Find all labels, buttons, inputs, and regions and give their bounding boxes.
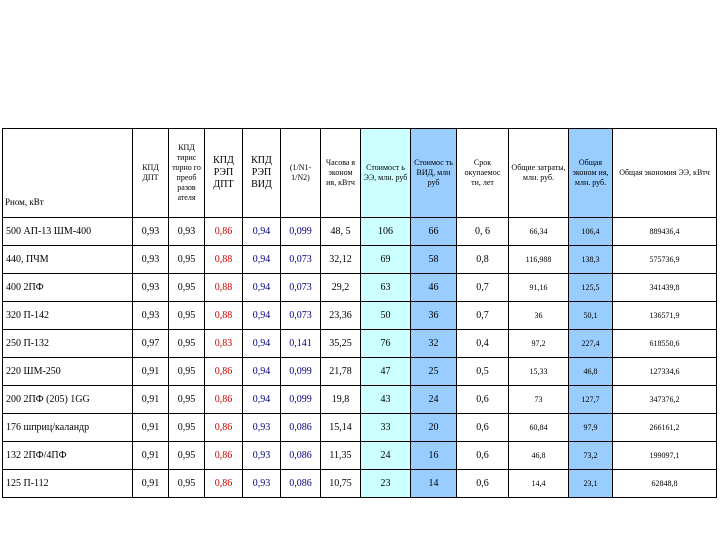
- cell-thyristor-eff: 0,95: [169, 358, 205, 386]
- cell-hourly-saving: 29,2: [321, 274, 361, 302]
- cell-rep-vid: 0,94: [243, 330, 281, 358]
- table-row: [3, 442, 717, 470]
- cell-dpt-eff: 0,93: [133, 246, 169, 274]
- cell-payback: 0,8: [457, 246, 509, 274]
- cell-n-ratio: 0,086: [281, 442, 321, 470]
- cell-rep-dpt: 0,86: [205, 414, 243, 442]
- cell-energy-cost: 63: [361, 274, 411, 302]
- cell-vid-cost: 66: [411, 218, 457, 246]
- table-row: [3, 386, 717, 414]
- cell-payback: 0,6: [457, 386, 509, 414]
- cell-energy-cost: 106: [361, 218, 411, 246]
- cell-drive-name: 200 2ПФ (205) 1GG: [3, 386, 133, 414]
- cell-n-ratio: 0,073: [281, 274, 321, 302]
- cell-total-cost: 66,34: [509, 218, 569, 246]
- cell-rep-vid: 0,93: [243, 470, 281, 498]
- cell-rep-dpt: 0,86: [205, 218, 243, 246]
- cell-drive-name: 440, ПЧМ: [3, 246, 133, 274]
- cell-hourly-saving: 10,75: [321, 470, 361, 498]
- table-row: [3, 330, 717, 358]
- cell-thyristor-eff: 0,93: [169, 218, 205, 246]
- cell-drive-name: 250 П-132: [3, 330, 133, 358]
- header-rep-dpt: КПД РЭП ДПТ: [205, 129, 243, 218]
- cell-rep-vid: 0,94: [243, 218, 281, 246]
- cell-total-energy-saving: 199097,1: [613, 442, 717, 470]
- cell-rep-vid: 0,94: [243, 302, 281, 330]
- cell-total-cost: 36: [509, 302, 569, 330]
- cell-dpt-eff: 0,91: [133, 442, 169, 470]
- header-dpt-eff: КПД ДПТ: [133, 129, 169, 218]
- header-vid-cost: Стоимос ть ВИД, млн руб: [411, 129, 457, 218]
- cell-rep-dpt: 0,83: [205, 330, 243, 358]
- cell-dpt-eff: 0,91: [133, 386, 169, 414]
- cell-vid-cost: 20: [411, 414, 457, 442]
- cell-rep-vid: 0,93: [243, 442, 281, 470]
- cell-energy-cost: 23: [361, 470, 411, 498]
- header-row: [3, 129, 717, 218]
- cell-hourly-saving: 11,35: [321, 442, 361, 470]
- cell-total-saving: 127,7: [569, 386, 613, 414]
- cell-rep-dpt: 0,88: [205, 302, 243, 330]
- cell-total-saving: 50,1: [569, 302, 613, 330]
- cell-vid-cost: 58: [411, 246, 457, 274]
- cell-drive-name: 125 П-112: [3, 470, 133, 498]
- cell-total-saving: 46,8: [569, 358, 613, 386]
- cell-rep-vid: 0,94: [243, 246, 281, 274]
- cell-vid-cost: 25: [411, 358, 457, 386]
- cell-vid-cost: 16: [411, 442, 457, 470]
- cell-hourly-saving: 48, 5: [321, 218, 361, 246]
- cell-dpt-eff: 0,93: [133, 302, 169, 330]
- table-row: [3, 274, 717, 302]
- cell-n-ratio: 0,086: [281, 470, 321, 498]
- cell-total-energy-saving: 618550,6: [613, 330, 717, 358]
- cell-hourly-saving: 35,25: [321, 330, 361, 358]
- table-row: [3, 246, 717, 274]
- cell-hourly-saving: 21,78: [321, 358, 361, 386]
- cell-drive-name: 400 2ПФ: [3, 274, 133, 302]
- cell-total-saving: 227,4: [569, 330, 613, 358]
- cell-total-energy-saving: 347376,2: [613, 386, 717, 414]
- cell-payback: 0,4: [457, 330, 509, 358]
- cell-total-cost: 116,988: [509, 246, 569, 274]
- header-rep-vid: КПД РЭП ВИД: [243, 129, 281, 218]
- header-power: Pном, кВт: [3, 129, 133, 218]
- cell-total-cost: 14,4: [509, 470, 569, 498]
- table-row: [3, 358, 717, 386]
- cell-payback: 0, 6: [457, 218, 509, 246]
- cell-energy-cost: 33: [361, 414, 411, 442]
- cell-drive-name: 132 2ПФ/4ПФ: [3, 442, 133, 470]
- cell-energy-cost: 24: [361, 442, 411, 470]
- header-thyristor-eff: КПД тирис торно го преоб разов ателя: [169, 129, 205, 218]
- cell-n-ratio: 0,073: [281, 246, 321, 274]
- cell-rep-vid: 0,94: [243, 274, 281, 302]
- table-row: [3, 218, 717, 246]
- efficiency-table: [2, 128, 717, 498]
- header-total-cost: Общие затраты, млн. руб.: [509, 129, 569, 218]
- table-row: [3, 302, 717, 330]
- cell-payback: 0,6: [457, 470, 509, 498]
- cell-hourly-saving: 15,14: [321, 414, 361, 442]
- cell-vid-cost: 32: [411, 330, 457, 358]
- cell-total-saving: 125,5: [569, 274, 613, 302]
- header-total-saving: Общая эконом ия, млн. руб.: [569, 129, 613, 218]
- cell-vid-cost: 24: [411, 386, 457, 414]
- cell-drive-name: 320 П-142: [3, 302, 133, 330]
- cell-energy-cost: 50: [361, 302, 411, 330]
- table-row: [3, 470, 717, 498]
- cell-total-saving: 97,9: [569, 414, 613, 442]
- cell-n-ratio: 0,099: [281, 358, 321, 386]
- cell-thyristor-eff: 0,95: [169, 470, 205, 498]
- cell-n-ratio: 0,099: [281, 386, 321, 414]
- cell-dpt-eff: 0,91: [133, 414, 169, 442]
- header-payback: Срок окупаемос ти, лет: [457, 129, 509, 218]
- cell-rep-dpt: 0,86: [205, 358, 243, 386]
- cell-drive-name: 220 ШМ-250: [3, 358, 133, 386]
- cell-drive-name: 500 АП-13 ШМ-400: [3, 218, 133, 246]
- cell-energy-cost: 76: [361, 330, 411, 358]
- cell-rep-vid: 0,93: [243, 414, 281, 442]
- cell-total-energy-saving: 889436,4: [613, 218, 717, 246]
- cell-payback: 0,6: [457, 442, 509, 470]
- cell-n-ratio: 0,099: [281, 218, 321, 246]
- header-hourly-saving: Часова я эконом ия, кВтч: [321, 129, 361, 218]
- cell-payback: 0,7: [457, 274, 509, 302]
- cell-total-energy-saving: 62848,8: [613, 470, 717, 498]
- cell-thyristor-eff: 0,95: [169, 414, 205, 442]
- cell-vid-cost: 36: [411, 302, 457, 330]
- cell-total-saving: 23,1: [569, 470, 613, 498]
- cell-total-energy-saving: 575736,9: [613, 246, 717, 274]
- cell-total-saving: 138,3: [569, 246, 613, 274]
- table-row: [3, 414, 717, 442]
- cell-total-cost: 46,8: [509, 442, 569, 470]
- cell-total-energy-saving: 127334,6: [613, 358, 717, 386]
- cell-total-cost: 97,2: [509, 330, 569, 358]
- cell-total-energy-saving: 136571,9: [613, 302, 717, 330]
- cell-energy-cost: 47: [361, 358, 411, 386]
- cell-total-energy-saving: 341439,8: [613, 274, 717, 302]
- cell-hourly-saving: 19,8: [321, 386, 361, 414]
- cell-thyristor-eff: 0,95: [169, 330, 205, 358]
- cell-total-cost: 91,16: [509, 274, 569, 302]
- cell-payback: 0,7: [457, 302, 509, 330]
- cell-rep-vid: 0,94: [243, 386, 281, 414]
- cell-rep-dpt: 0,86: [205, 386, 243, 414]
- cell-payback: 0,5: [457, 358, 509, 386]
- cell-total-cost: 60,84: [509, 414, 569, 442]
- cell-thyristor-eff: 0,95: [169, 386, 205, 414]
- cell-total-cost: 73: [509, 386, 569, 414]
- cell-n-ratio: 0,141: [281, 330, 321, 358]
- header-n-ratio: (1/N1-1/N2): [281, 129, 321, 218]
- cell-n-ratio: 0,086: [281, 414, 321, 442]
- cell-total-cost: 15,33: [509, 358, 569, 386]
- cell-vid-cost: 14: [411, 470, 457, 498]
- cell-rep-vid: 0,94: [243, 358, 281, 386]
- header-energy-cost: Стоимост ь ЭЭ, млн. руб: [361, 129, 411, 218]
- cell-thyristor-eff: 0,95: [169, 442, 205, 470]
- cell-energy-cost: 43: [361, 386, 411, 414]
- cell-dpt-eff: 0,97: [133, 330, 169, 358]
- cell-hourly-saving: 23,36: [321, 302, 361, 330]
- cell-total-saving: 106,4: [569, 218, 613, 246]
- cell-n-ratio: 0,073: [281, 302, 321, 330]
- cell-vid-cost: 46: [411, 274, 457, 302]
- cell-rep-dpt: 0,86: [205, 442, 243, 470]
- cell-rep-dpt: 0,86: [205, 470, 243, 498]
- cell-rep-dpt: 0,88: [205, 246, 243, 274]
- cell-hourly-saving: 32,12: [321, 246, 361, 274]
- header-total-energy-saving: Общая экономия ЭЭ, кВтч: [613, 129, 717, 218]
- cell-drive-name: 176 шприц/каландр: [3, 414, 133, 442]
- cell-dpt-eff: 0,93: [133, 218, 169, 246]
- cell-thyristor-eff: 0,95: [169, 246, 205, 274]
- cell-total-saving: 73,2: [569, 442, 613, 470]
- cell-thyristor-eff: 0,95: [169, 274, 205, 302]
- cell-energy-cost: 69: [361, 246, 411, 274]
- cell-thyristor-eff: 0,95: [169, 302, 205, 330]
- cell-payback: 0,6: [457, 414, 509, 442]
- cell-rep-dpt: 0,88: [205, 274, 243, 302]
- cell-dpt-eff: 0,91: [133, 358, 169, 386]
- cell-dpt-eff: 0,93: [133, 274, 169, 302]
- cell-dpt-eff: 0,91: [133, 470, 169, 498]
- cell-total-energy-saving: 266161,2: [613, 414, 717, 442]
